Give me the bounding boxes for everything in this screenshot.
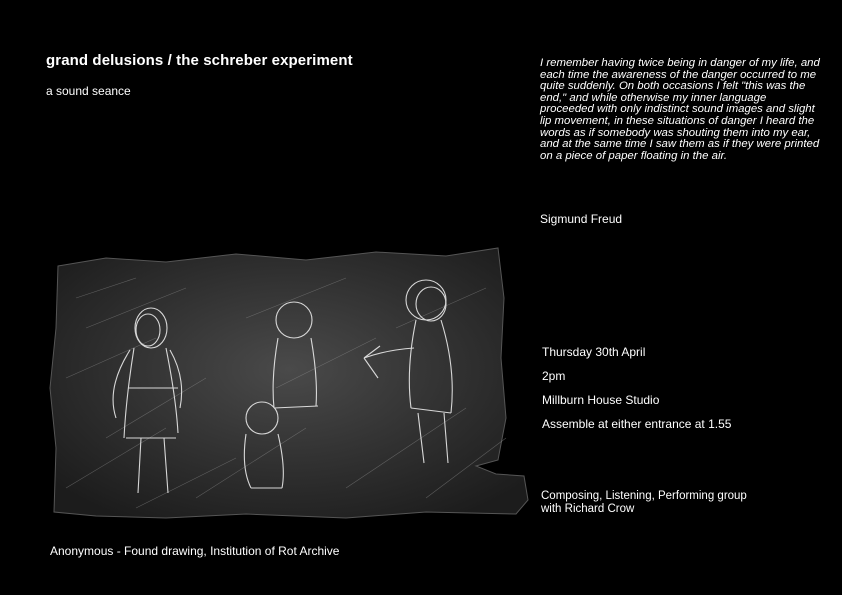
event-date: Thursday 30th April <box>542 345 646 359</box>
event-time: 2pm <box>542 369 566 383</box>
paper-fragment <box>50 248 528 518</box>
quote-text: I remember having twice being in danger of my life, and each time the awareness of the danger occurred to me quite suddenly. On both occasions I felt "this was the end," and while otherwise my inner language proceeded with only indistinct sound images and slight lip movement, in these situations of danger I heard the words as if somebody was shouting them into my ear, and at the same time I saw them as if they were printed on a piece of paper floating in the air. <box>540 57 820 162</box>
quote-author: Sigmund Freud <box>540 212 623 226</box>
group-credit-line1: Composing, Listening, Performing group <box>541 490 747 502</box>
page-title: grand delusions / the schreber experiment <box>46 52 353 69</box>
found-drawing-image <box>46 238 531 522</box>
group-credit <box>541 490 811 515</box>
group-credit-line2: with Richard Crow <box>541 502 635 515</box>
page-subtitle: a sound seance <box>46 84 131 98</box>
event-venue: Millburn House Studio <box>542 393 660 407</box>
event-assemble: Assemble at either entrance at 1.55 <box>542 417 732 431</box>
image-caption: Anonymous - Found drawing, Institution of Rot Archive <box>50 544 340 558</box>
